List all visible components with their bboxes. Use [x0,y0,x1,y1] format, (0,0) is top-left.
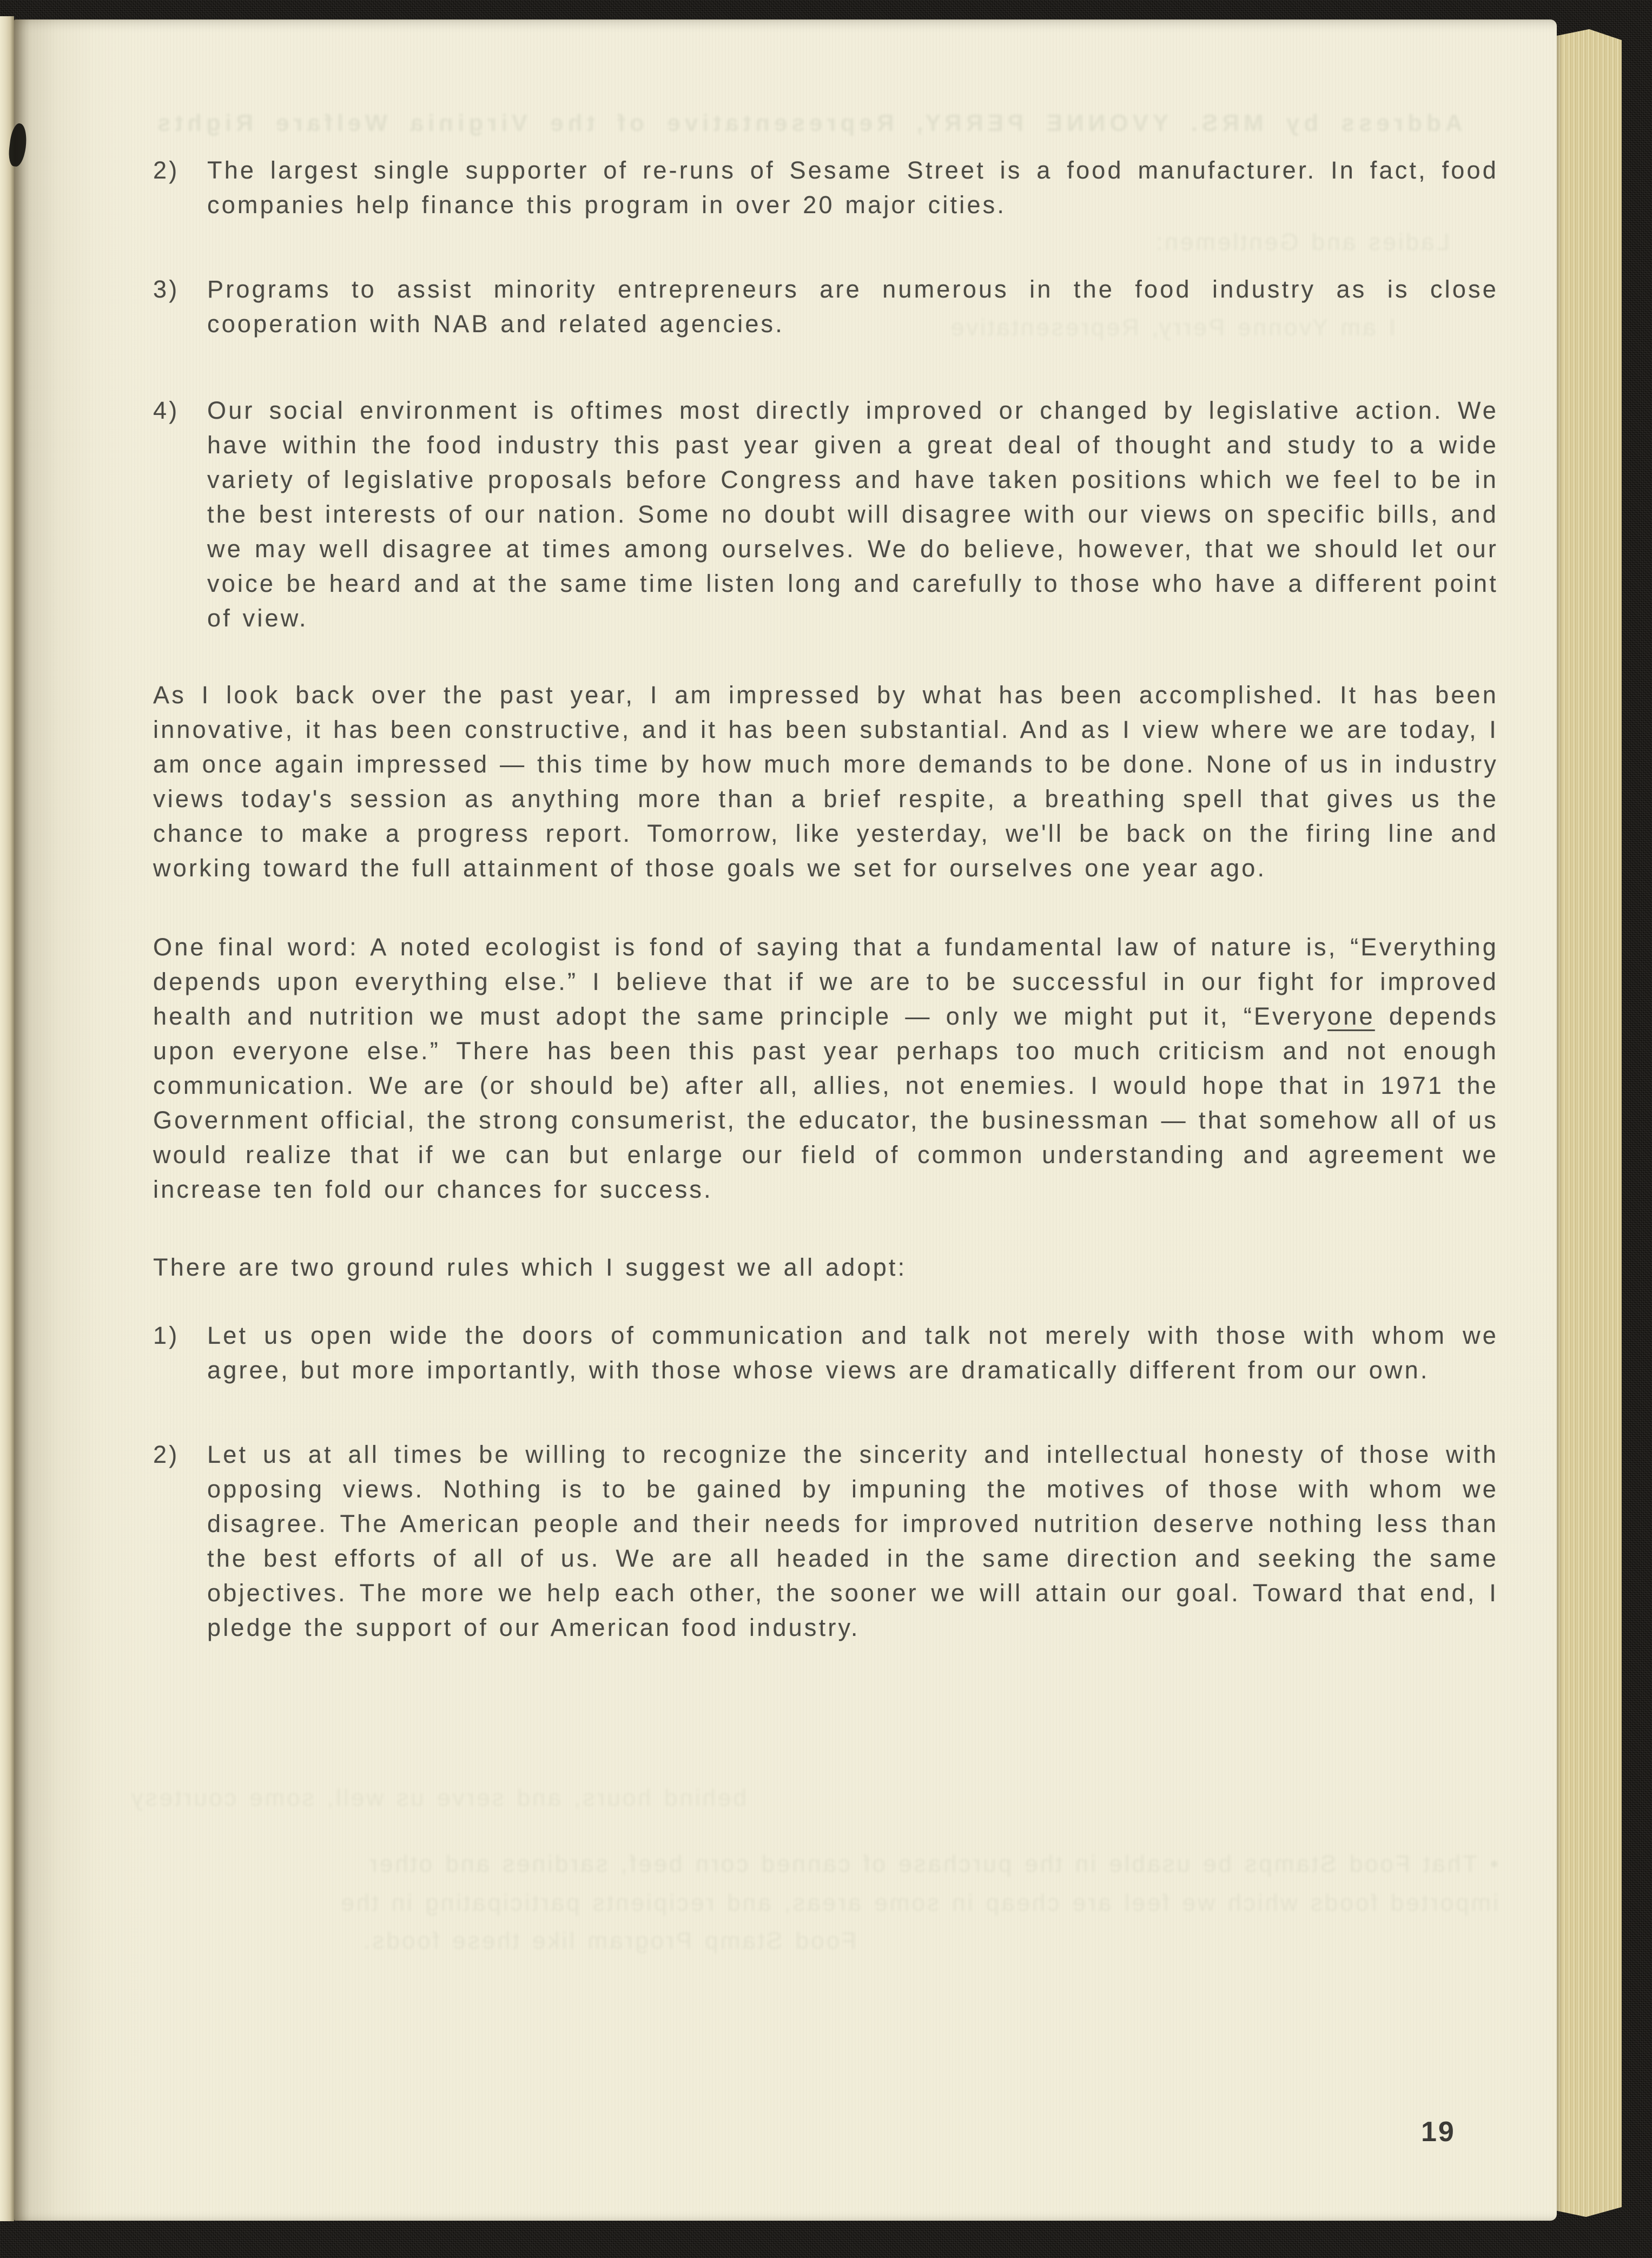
bleed-through-heading: Address by MRS. YVONNE PERRY, Representative of the Virginia Welfare Rights [153,110,1463,136]
paragraph-final-word [153,930,1498,1207]
bleed-through-line: behind hours, and serve us well, some courtesy [129,1785,746,1811]
bleed-through-line: imported foods which we feel are cheap in some areas, and recipients participating in the [339,1890,1498,1916]
facing-page-edge [0,16,14,2221]
book-page [14,19,1557,2221]
bleed-through-line: Food Stamp Program like these foods. [361,1927,856,1954]
text-block [153,153,1498,1645]
list-item [153,272,1498,341]
book-fore-edge-pages [1557,29,1622,2217]
page-number: 19 [1421,2116,1456,2148]
list-item [153,393,1498,636]
bleed-through-salutation: Ladies and Gentlemen: [1154,229,1450,255]
list-item-text: Let us at all times be willing to recognize the sincerity and intellectual honesty of those with opposing views. Nothing is to be gained by impuning the motives of those with whom we disagree. The American people and their needs for improved nutrition deserve nothing less than the best efforts of all of us. We are all headed in the same direction and seeking the same objectives. The more we help each other, the sooner we will attain our goal. Toward that end, I pledge the support of our American food industry. [207,1441,1498,1641]
list-item [153,1437,1498,1645]
final-word-underlined: one [1327,1002,1375,1030]
list-item-number: 4) [153,397,180,424]
list-item-number: 2) [153,156,180,184]
paragraph-look-back: As I look back over the past year, I am impressed by what has been accomplished. It has been innovative, it has been constructive, and it has been substantial. And as I view where we are today, I am once again impressed — this time by how much more demands to be done. None of us in industry views today's session as anything more than a brief respite, a breathing spell that gives us the chance to make a progress report. Tomorrow, like yesterday, we'll be back on the firing line and working toward the full attainment of those goals we set for ourselves one year ago. [153,681,1498,882]
paragraph-ground-rules: There are two ground rules which I suggest we all adopt: [153,1253,907,1281]
list-item-number: 1) [153,1322,180,1349]
final-word-after: depends upon everyone else.” There has been this past year perhaps too much criticism and not enough communication. We are (or should be) after all, allies, not enemies. I would hope that in 1971 the Government official, the strong consumerist, the educator, the businessman — that somehow all of us would realize that if we can but enlarge our field of common understanding and agreement we increase ten fold our chances for success. [153,1002,1498,1203]
list-item-number: 3) [153,275,180,303]
final-word-before: One final word: A noted ecologist is fond of saying that a fundamental law of nature is, “Everything depends upon everything else.” I believe that if we are to be successful in our fight for improved health and nutrition we must adopt the same principle — only we might put it, “Every [153,933,1498,1030]
list-item-text: Our social environment is oftimes most directly improved or changed by legislative action. We have within the food industry this past year given a great deal of thought and study to a wide variety of legislative proposals before Congress and have taken positions which we feel to be in the best interests of our nation. Some no doubt will disagree with our views on specific bills, and we may well disagree at times among ourselves. We do believe, however, that we should let our voice be heard and at the same time listen long and carefully to those who have a different point of view. [207,397,1498,632]
gutter-shadow [14,19,149,2221]
bleed-through-line: • That Food Stamps be usable in the purchase of canned corn beef, sardines and other [367,1851,1498,1877]
list-item-text: Let us open wide the doors of communication and talk not merely with those with whom we agree, but more importantly, with those whose views are dramatically different from our own. [207,1322,1498,1384]
list-item [153,153,1498,222]
list-item-number: 2) [153,1441,180,1468]
list-item-text: Programs to assist minority entrepreneurs are numerous in the food industry as is close cooperation with NAB and related agencies. [207,275,1498,338]
bleed-through-intro: I am Yvonne Perry, Representative [948,314,1396,341]
list-item-text: The largest single supporter of re-runs of Sesame Street is a food manufacturer. In fact, food companies help finance this program in over 20 major cities. [207,156,1498,219]
list-item [153,1318,1498,1388]
